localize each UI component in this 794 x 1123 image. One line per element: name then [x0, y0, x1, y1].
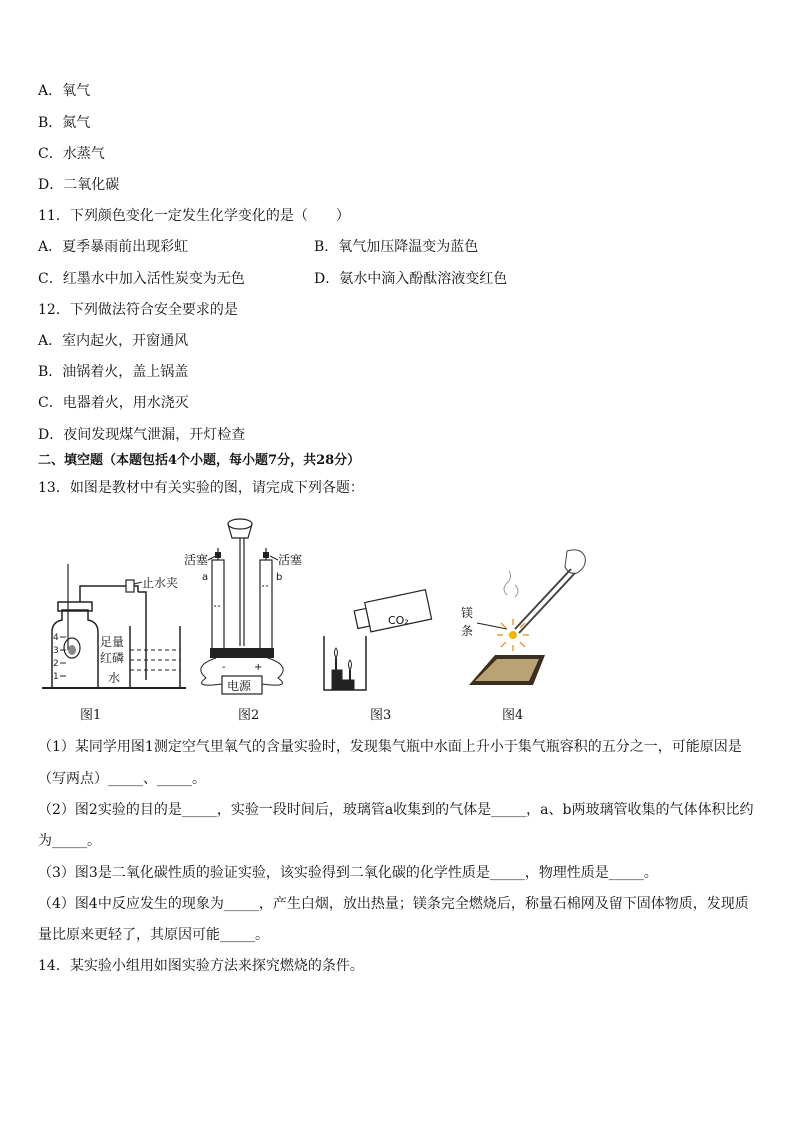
section-heading: 二、填空题（本题包括4个小题，每小题7分，共28分）: [38, 453, 361, 468]
q11-stem: 11．下列颜色变化一定发生化学变化的是（ ）: [38, 208, 350, 224]
q11-option-d: D．氨水中滴入酚酞溶液变红色: [314, 271, 508, 287]
fig2-minus: -: [222, 662, 226, 673]
fig2-tube-a: a: [202, 572, 209, 583]
fig1-scale-3: 3: [53, 646, 59, 656]
fig4-label-2: 条: [461, 624, 474, 638]
q10-option-d: D．二氧化碳: [38, 177, 120, 193]
fig4-caption: 图4: [502, 708, 524, 723]
q12-option-a: A．室内起火，开窗通风: [38, 333, 189, 349]
q13-sub3: （3）图3是二氧化碳性质的验证实验，该实验得到二氧化碳的化学性质是_____，物理性质是_____。: [38, 865, 658, 881]
figure-4: [455, 545, 595, 695]
fig1-label-sufficient: 足量: [100, 635, 125, 649]
fig4-label-1: 镁: [461, 606, 474, 620]
q13-sub4-line1: （4）图4中反应发生的现象为_____，产生白烟，放出热量；镁条完全燃烧后，称量石棉网及留下固体物质，发现质: [38, 896, 749, 912]
q13-sub1-line2: （写两点）_____、_____。: [38, 771, 206, 787]
figure-2: [182, 516, 312, 696]
q11-option-c: C．红墨水中加入活性炭变为无色: [38, 271, 245, 287]
fig1-caption: 图1: [80, 708, 102, 723]
q12-option-b: B．油锅着火，盖上锅盖: [38, 364, 189, 380]
q12-option-c: C．电器着火，用水浇灭: [38, 395, 189, 411]
q10-option-a: A．氧气: [38, 83, 91, 99]
q12-option-d: D．夜间发现煤气泄漏，开灯检查: [38, 427, 246, 443]
fig2-caption: 图2: [238, 708, 260, 723]
q10-option-c: C．水蒸气: [38, 146, 105, 162]
fig3-caption: 图3: [370, 708, 392, 723]
fig1-clamp-label: 止水夹: [142, 576, 179, 590]
figure-1: [38, 560, 198, 695]
q13-stem: 13．如图是教材中有关实验的图，请完成下列各题：: [38, 480, 364, 496]
q14-stem: 14．某实验小组用如图实验方法来探究燃烧的条件。: [38, 958, 364, 974]
fig1-label-phosphorus: 红磷: [100, 651, 125, 665]
fig2-right-valve: 活塞: [278, 553, 303, 567]
fig2-left-valve: 活塞: [184, 553, 209, 567]
q13-sub4-line2: 量比原来更轻了，其原因可能_____。: [38, 927, 269, 943]
fig3-gas-label: CO₂: [388, 614, 409, 627]
fig2-plus: +: [254, 662, 263, 673]
fig2-power-label: 电源: [227, 679, 252, 693]
figure-3: [318, 566, 438, 696]
fig1-scale-4: 4: [53, 633, 59, 643]
q13-sub2-line2: 为_____。: [38, 833, 101, 849]
q11-option-b: B．氧气加压降温变为蓝色: [314, 239, 479, 255]
fig1-scale-2: 2: [53, 659, 59, 669]
q10-option-b: B．氮气: [38, 115, 91, 131]
fig2-tube-b: b: [276, 572, 283, 583]
q13-sub2-line1: （2）图2实验的目的是_____，实验一段时间后，玻璃管a收集到的气体是_____，a、b两玻璃管收集的气体体积比约: [38, 802, 754, 818]
q13-sub1-line1: （1）某同学用图1测定空气里氧气的含量实验时，发现集气瓶中水面上升小于集气瓶容积的五分之一，可能原因是: [38, 739, 742, 755]
fig1-scale-1: 1: [53, 672, 59, 682]
q11-option-a: A．夏季暴雨前出现彩虹: [38, 239, 189, 255]
fig1-label-water: 水: [108, 671, 121, 685]
q12-stem: 12．下列做法符合安全要求的是: [38, 302, 238, 318]
